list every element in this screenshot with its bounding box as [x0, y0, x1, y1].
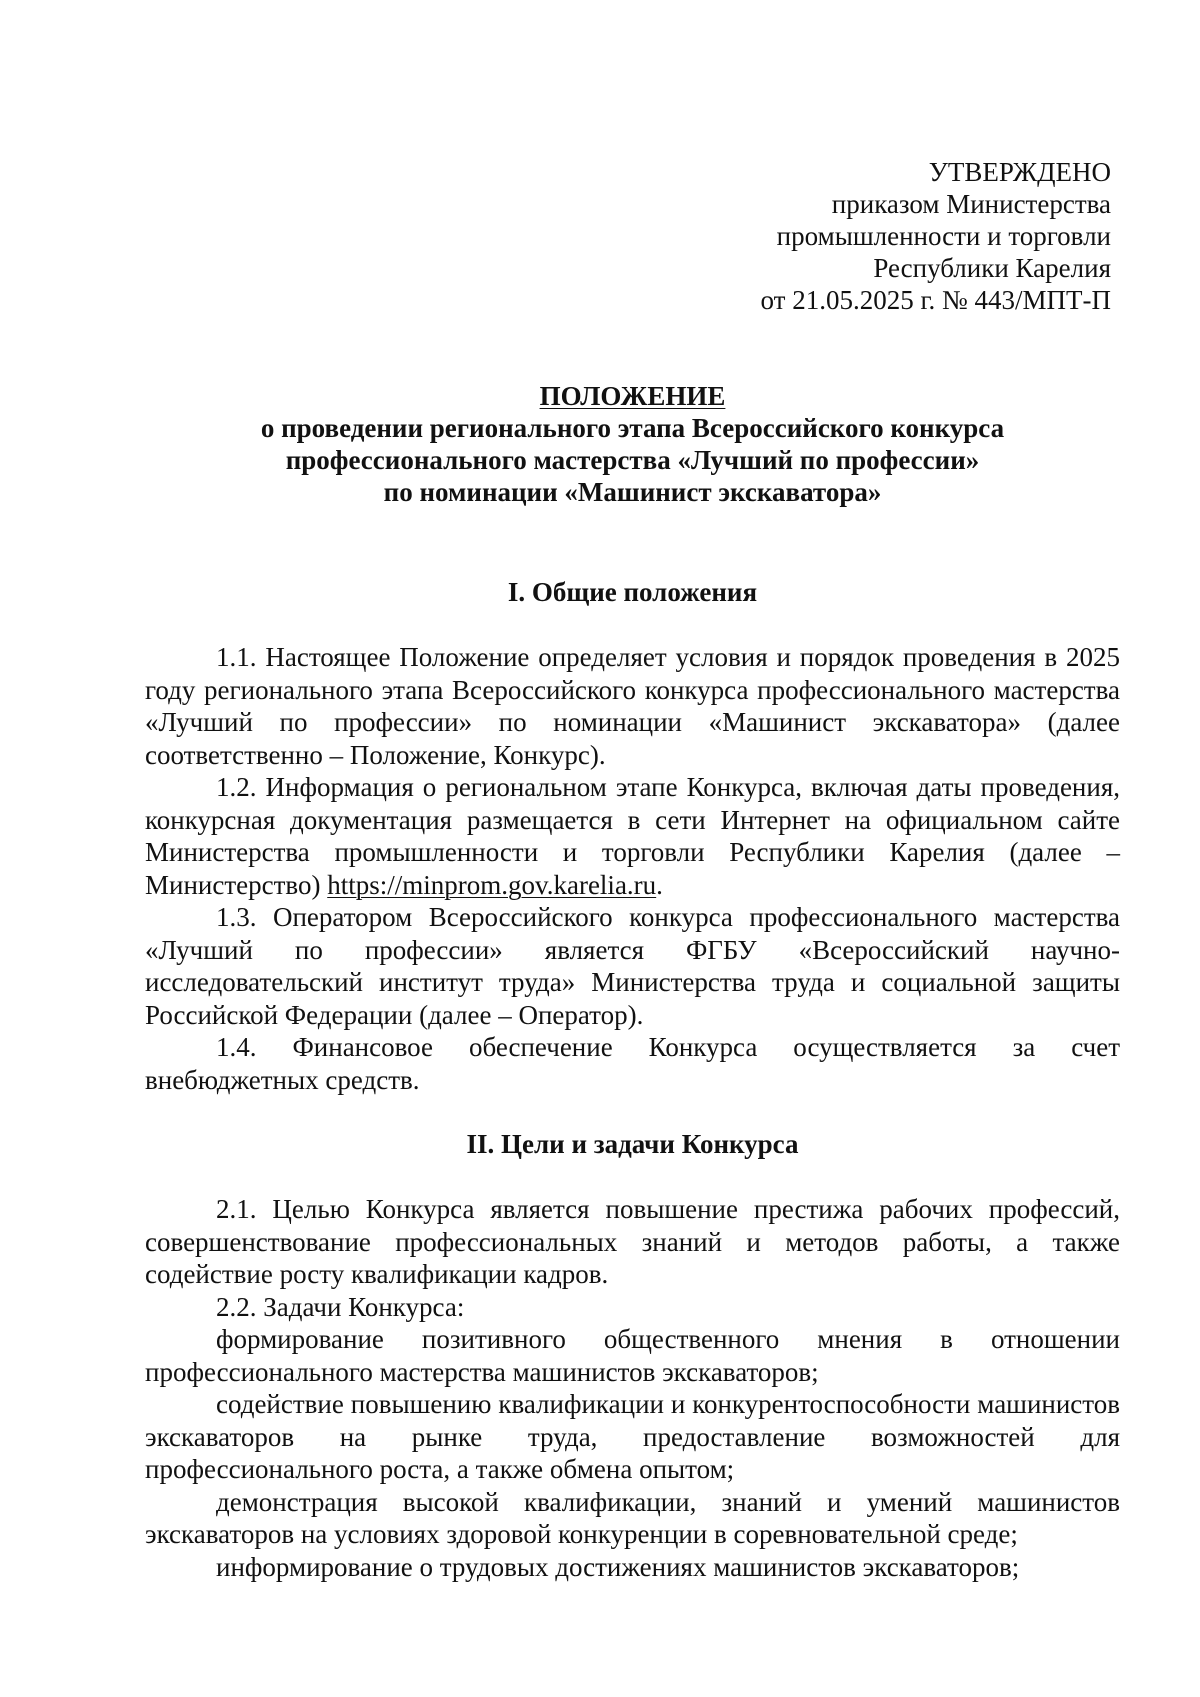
- approval-stamp-block: [511, 156, 1111, 316]
- paragraph-1-3: 1.3. Оператором Всероссийского конкурса профессионального мастерства «Лучший по профессии» является ФГБУ «Всероссийский научно-исследовательский институт труда» Министерства труда и социальной защиты Российской Федерации (далее – Оператор).: [145, 902, 1120, 1030]
- paragraph-1-2: [145, 771, 1120, 901]
- paragraph-1-1: 1.1. Настоящее Положение определяет условия и порядок проведения в 2025 году регионального этапа Всероссийского конкурса профессионального мастерства «Лучший по профессии» по номинации «Машинист экскаватора» (далее соответственно – Положение, Конкурс).: [145, 642, 1120, 770]
- paragraph-2-2: 2.2. Задачи Конкурса:: [216, 1291, 465, 1322]
- task-item-1: формирование позитивного общественного мнения в отношении профессионального мастерства машинистов экскаваторов;: [145, 1324, 1120, 1387]
- document-subtitle-line-2: профессионального мастерства «Лучший по профессии»: [285, 445, 980, 475]
- document-subtitle-line-3: по номинации «Машинист экскаватора»: [383, 477, 882, 507]
- document-title: ПОЛОЖЕНИЕ: [539, 381, 726, 411]
- task-item-3: демонстрация высокой квалификации, знаний и умений машинистов экскаваторов на условиях здоровой конкуренции в соревновательной среде;: [145, 1486, 1120, 1549]
- section-1-body: [145, 641, 1120, 1096]
- approval-date-number: от 21.05.2025 г. № 443/МПТ-П: [760, 285, 1111, 315]
- task-item-4: информирование о трудовых достижениях машинистов экскаваторов;: [216, 1551, 1020, 1582]
- approval-heading: УТВЕРЖДЕНО: [928, 157, 1111, 187]
- paragraph-1-4: 1.4. Финансовое обеспечение Конкурса осуществляется за счет внебюджетных средств.: [145, 1032, 1120, 1095]
- paragraph-2-1: 2.1. Целью Конкурса является повышение престижа рабочих профессий, совершенствование профессиональных знаний и методов работы, а также содействие росту квалификации кадров.: [145, 1194, 1120, 1289]
- approval-order-line: приказом Министерства: [831, 189, 1111, 219]
- section-2-body: [145, 1193, 1120, 1583]
- document-title-block: [145, 380, 1120, 508]
- paragraph-1-2-end: .: [656, 869, 663, 900]
- document-subtitle-line-1: о проведении регионального этапа Всероссийского конкурса: [260, 413, 1005, 443]
- ministry-website-link[interactable]: https://minprom.gov.karelia.ru: [327, 869, 657, 900]
- section-2-heading: II. Цели и задачи Конкурса: [466, 1129, 799, 1159]
- approval-ministry-line: промышленности и торговли: [776, 221, 1111, 251]
- paragraph-1-2-text: 1.2. Информация о региональном этапе Конкурса, включая даты проведения, конкурсная документация размещается в сети Интернет на официальном сайте Министерства промышленности и торговли Республики Карелия (далее – Министерство): [145, 772, 1120, 900]
- task-item-2: содействие повышению квалификации и конкурентоспособности машинистов экскаваторов на рынке труда, предоставление возможностей для профессионального роста, а также обмена опытом;: [145, 1389, 1120, 1484]
- approval-region-line: Республики Карелия: [873, 253, 1111, 283]
- section-1-heading: I. Общие положения: [507, 577, 758, 607]
